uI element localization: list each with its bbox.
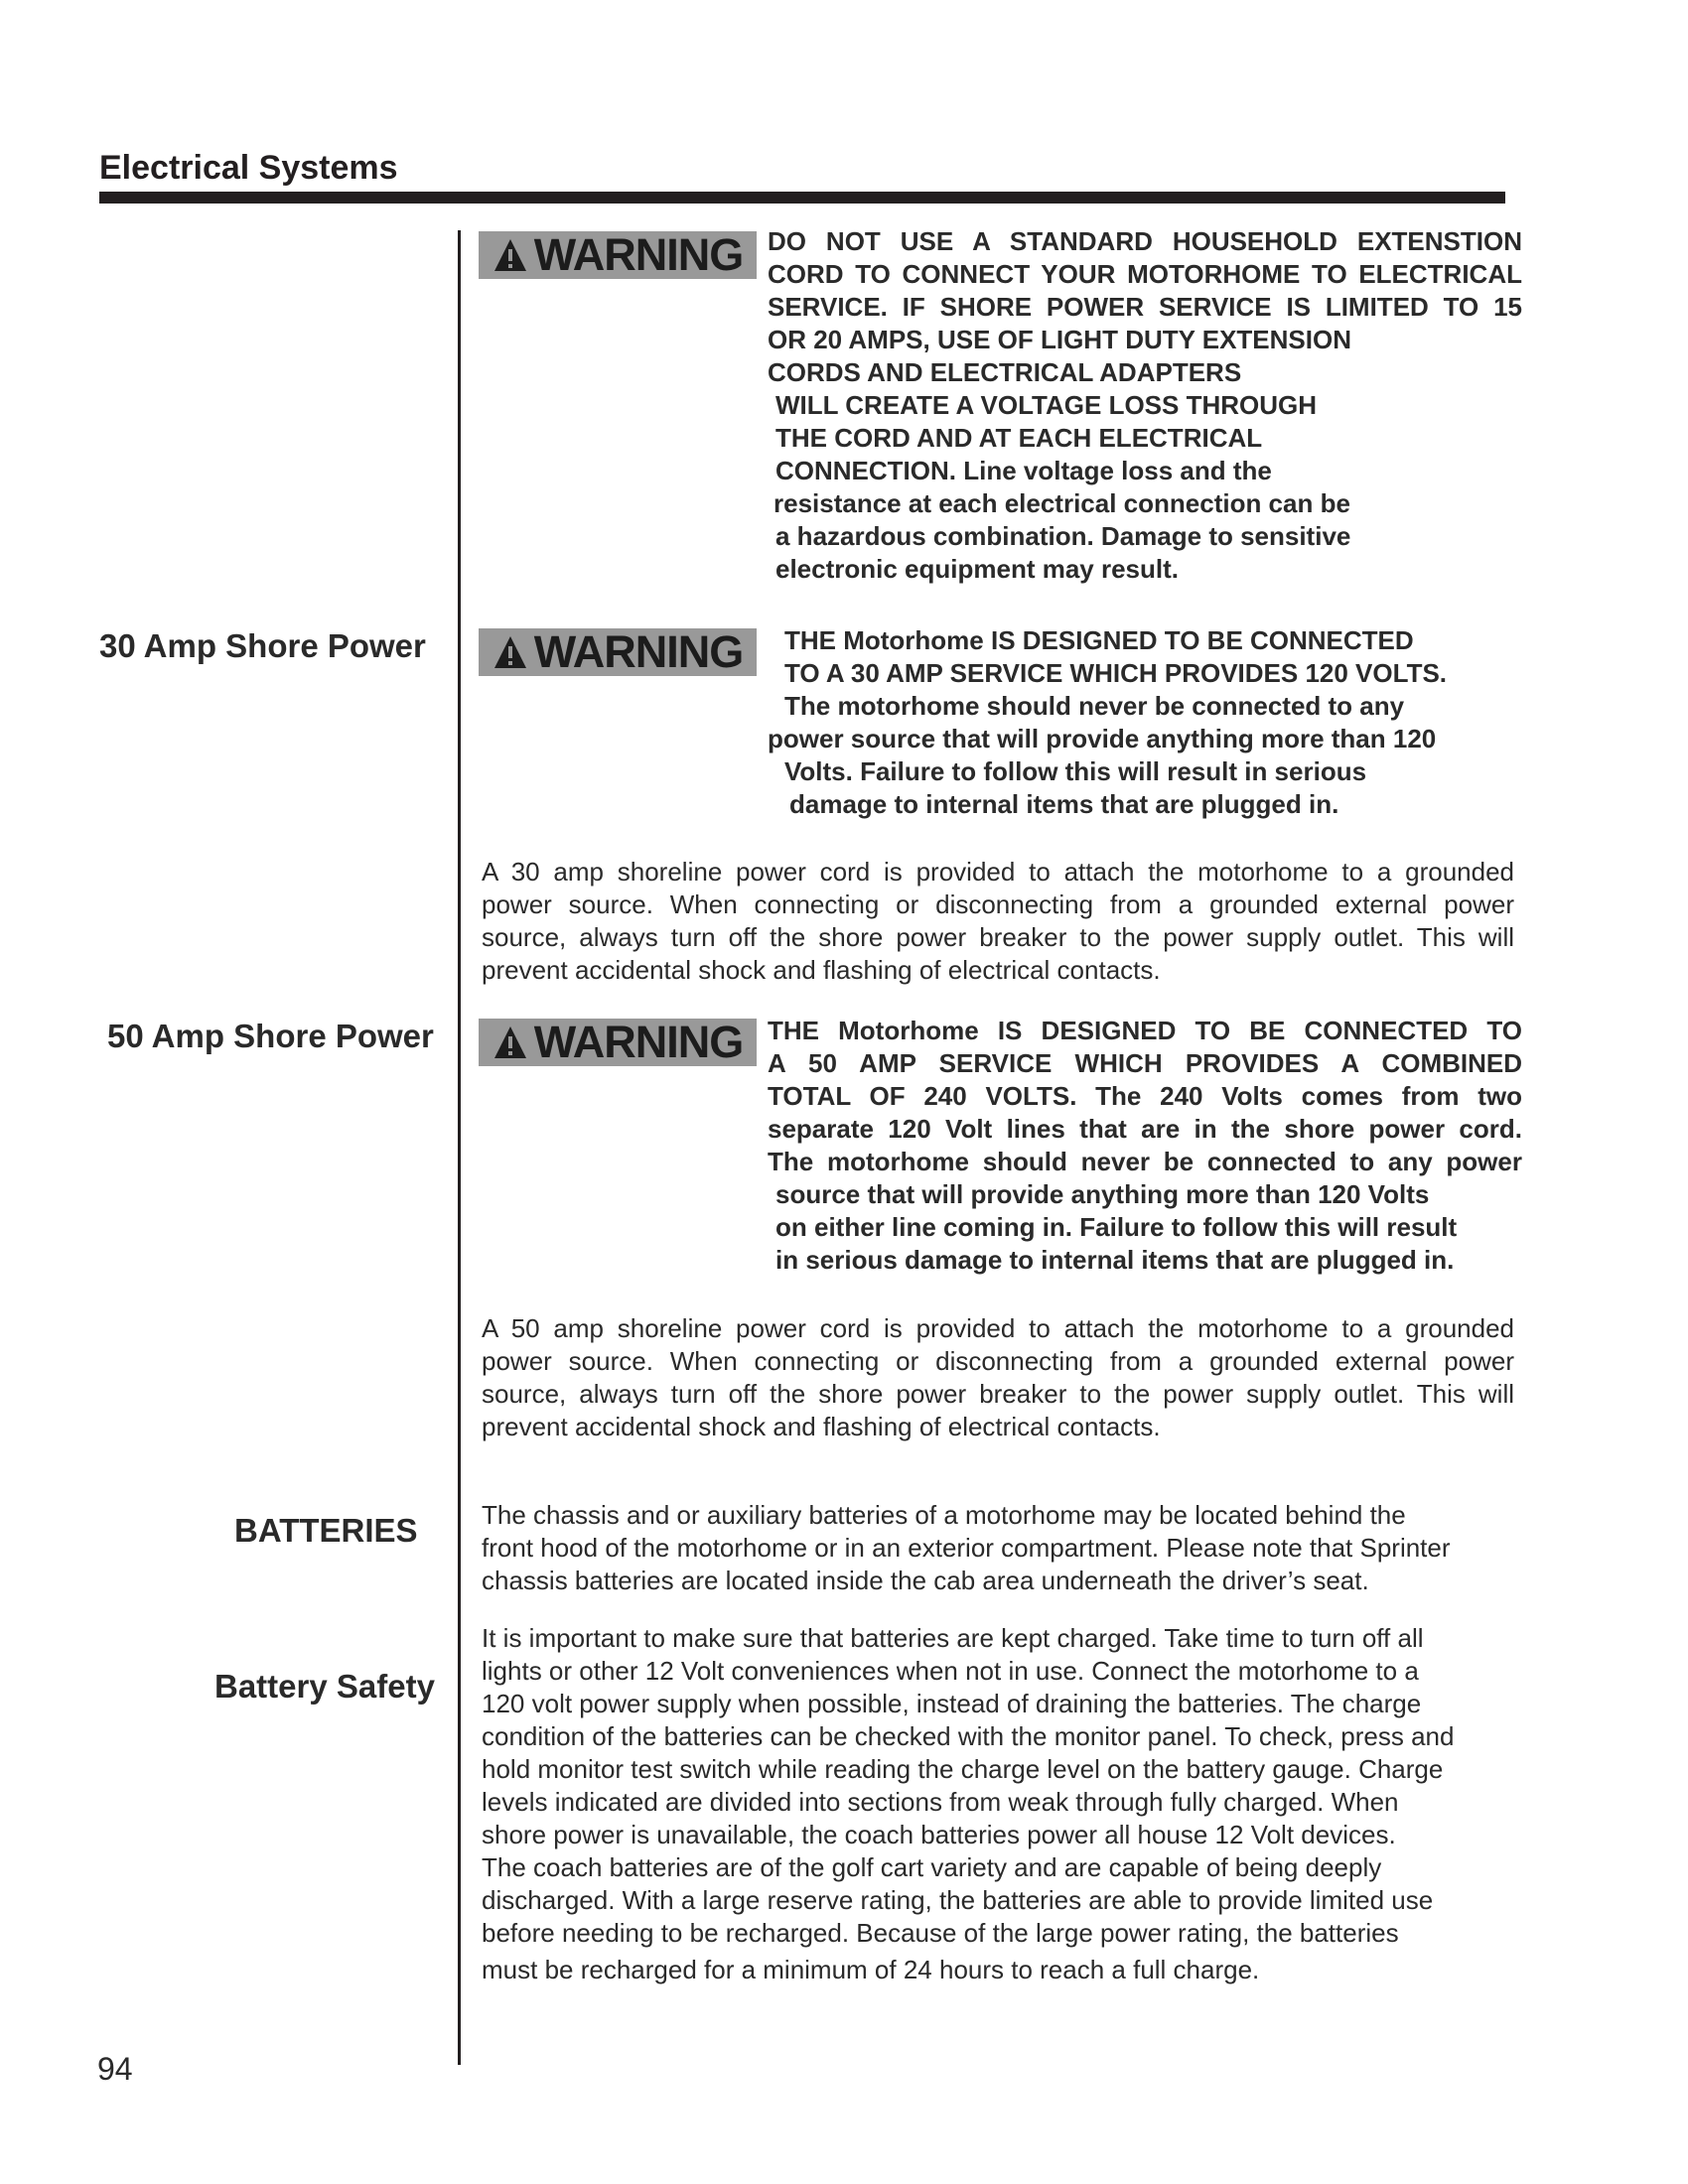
paragraph-line: prevent accidental shock and flashing of electrical contacts. bbox=[482, 1412, 1161, 1441]
warning-label: WARNING bbox=[533, 229, 744, 280]
warning-line: on either line coming in. Failure to follow this will result bbox=[775, 1212, 1458, 1242]
warning-badge bbox=[479, 628, 757, 676]
paragraph-line: levels indicated are divided into sections from weak through fully charged. When bbox=[482, 1787, 1399, 1817]
warning-line: OR 20 AMPS, USE OF LIGHT DUTY EXTENSION bbox=[768, 325, 1351, 354]
paragraph-line: A 30 amp shoreline power cord is provided to attach the motorhome to a grounded bbox=[482, 857, 1514, 887]
warning-line: power source that will provide anything more than 120 bbox=[768, 724, 1437, 753]
warning-line: CONNECTION. Line voltage loss and the bbox=[775, 456, 1272, 485]
warning-line: THE CORD AND AT EACH ELECTRICAL bbox=[775, 423, 1263, 453]
warning-line: a hazardous combination. Damage to sensitive bbox=[775, 521, 1351, 551]
page-title: Electrical Systems bbox=[99, 149, 398, 187]
warning-line: CORD TO CONNECT YOUR MOTORHOME TO ELECTRICAL bbox=[768, 259, 1522, 289]
warning-line: Volts. Failure to follow this will result in serious bbox=[784, 756, 1367, 786]
warning-line: TO A 30 AMP SERVICE WHICH PROVIDES 120 VOLTS. bbox=[784, 658, 1448, 688]
warning-line: The motorhome should never be connected to any power bbox=[768, 1147, 1522, 1176]
warning-triangle-icon bbox=[492, 634, 528, 670]
warning-line: The motorhome should never be connected to any bbox=[784, 691, 1405, 721]
sidebar-heading-30-amp: 30 Amp Shore Power bbox=[99, 627, 426, 664]
paragraph-batteries bbox=[482, 1499, 1514, 1597]
sidebar-heading-50-amp: 50 Amp Shore Power bbox=[107, 1018, 434, 1054]
warning-text-30-amp bbox=[768, 624, 1532, 821]
warning-text-extension-cord bbox=[768, 225, 1522, 586]
paragraph-line: condition of the batteries can be checked with the monitor panel. To check, press and bbox=[482, 1721, 1455, 1751]
paragraph-30-amp bbox=[482, 856, 1514, 987]
paragraph-line: shore power is unavailable, the coach batteries power all house 12 Volt devices. bbox=[482, 1820, 1396, 1849]
paragraph-50-amp bbox=[482, 1312, 1514, 1443]
warning-badge bbox=[479, 231, 757, 279]
paragraph-line: The chassis and or auxiliary batteries of a motorhome may be located behind the bbox=[482, 1500, 1406, 1530]
warning-line: SERVICE. IF SHORE POWER SERVICE IS LIMITED TO 15 bbox=[768, 292, 1522, 322]
page-number: 94 bbox=[97, 2051, 133, 2087]
warning-line: THE Motorhome IS DESIGNED TO BE CONNECTED bbox=[784, 625, 1414, 655]
warning-line: in serious damage to internal items that are plugged in. bbox=[775, 1245, 1455, 1275]
warning-line: separate 120 Volt lines that are in the shore power cord. bbox=[768, 1114, 1522, 1144]
sidebar-heading-battery-safety: Battery Safety bbox=[214, 1668, 435, 1705]
column-divider bbox=[458, 230, 461, 2065]
paragraph-line: lights or other 12 Volt conveniences when not in use. Connect the motorhome to a bbox=[482, 1656, 1419, 1686]
warning-line: TOTAL OF 240 VOLTS. The 240 Volts comes from two bbox=[768, 1081, 1522, 1111]
warning-label: WARNING bbox=[533, 626, 744, 677]
warning-line: CORDS AND ELECTRICAL ADAPTERS bbox=[768, 357, 1242, 387]
warning-line: resistance at each electrical connection can be bbox=[774, 488, 1350, 518]
warning-line: A 50 AMP SERVICE WHICH PROVIDES A COMBINED bbox=[768, 1048, 1522, 1078]
warning-badge bbox=[479, 1019, 757, 1066]
warning-line: damage to internal items that are plugged in. bbox=[789, 789, 1339, 819]
paragraph-line: 120 volt power supply when possible, instead of draining the batteries. The charge bbox=[482, 1689, 1422, 1718]
paragraph-line: before needing to be recharged. Because of the large power rating, the batteries bbox=[482, 1918, 1399, 1948]
paragraph-line: power source. When connecting or disconnecting from a grounded external power bbox=[482, 1346, 1514, 1376]
header-rule bbox=[99, 192, 1505, 204]
warning-triangle-icon bbox=[492, 237, 528, 273]
paragraph-line: It is important to make sure that batteries are kept charged. Take time to turn off all bbox=[482, 1623, 1424, 1653]
paragraph-line: hold monitor test switch while reading the charge level on the battery gauge. Charge bbox=[482, 1754, 1444, 1784]
sidebar-heading-batteries: BATTERIES bbox=[234, 1512, 418, 1549]
warning-line: WILL CREATE A VOLTAGE LOSS THROUGH bbox=[775, 390, 1318, 420]
paragraph-line: power source. When connecting or disconnecting from a grounded external power bbox=[482, 889, 1514, 919]
paragraph-line: The coach batteries are of the golf cart variety and are capable of being deeply bbox=[482, 1852, 1382, 1882]
paragraph-line: A 50 amp shoreline power cord is provided to attach the motorhome to a grounded bbox=[482, 1313, 1514, 1343]
warning-text-50-amp bbox=[768, 1015, 1522, 1277]
paragraph-line: source, always turn off the shore power breaker to the power supply outlet. This will bbox=[482, 922, 1514, 952]
warning-line: source that will provide anything more than 120 Volts bbox=[775, 1179, 1430, 1209]
warning-line: THE Motorhome IS DESIGNED TO BE CONNECTED TO bbox=[768, 1016, 1522, 1045]
paragraph-line: chassis batteries are located inside the cab area underneath the driver’s seat. bbox=[482, 1566, 1369, 1595]
paragraph-line: must be recharged for a minimum of 24 hours to reach a full charge. bbox=[482, 1955, 1260, 1984]
paragraph-battery-safety bbox=[482, 1622, 1514, 1986]
warning-line: electronic equipment may result. bbox=[775, 554, 1180, 584]
warning-label: WARNING bbox=[533, 1017, 744, 1067]
paragraph-line: source, always turn off the shore power breaker to the power supply outlet. This will bbox=[482, 1379, 1514, 1409]
paragraph-line: front hood of the motorhome or in an exterior compartment. Please note that Sprinter bbox=[482, 1533, 1451, 1563]
paragraph-line: discharged. With a large reserve rating, the batteries are able to provide limited use bbox=[482, 1885, 1434, 1915]
paragraph-line: prevent accidental shock and flashing of electrical contacts. bbox=[482, 955, 1161, 985]
warning-line: DO NOT USE A STANDARD HOUSEHOLD EXTENSTION bbox=[768, 226, 1522, 256]
warning-triangle-icon bbox=[492, 1024, 528, 1060]
